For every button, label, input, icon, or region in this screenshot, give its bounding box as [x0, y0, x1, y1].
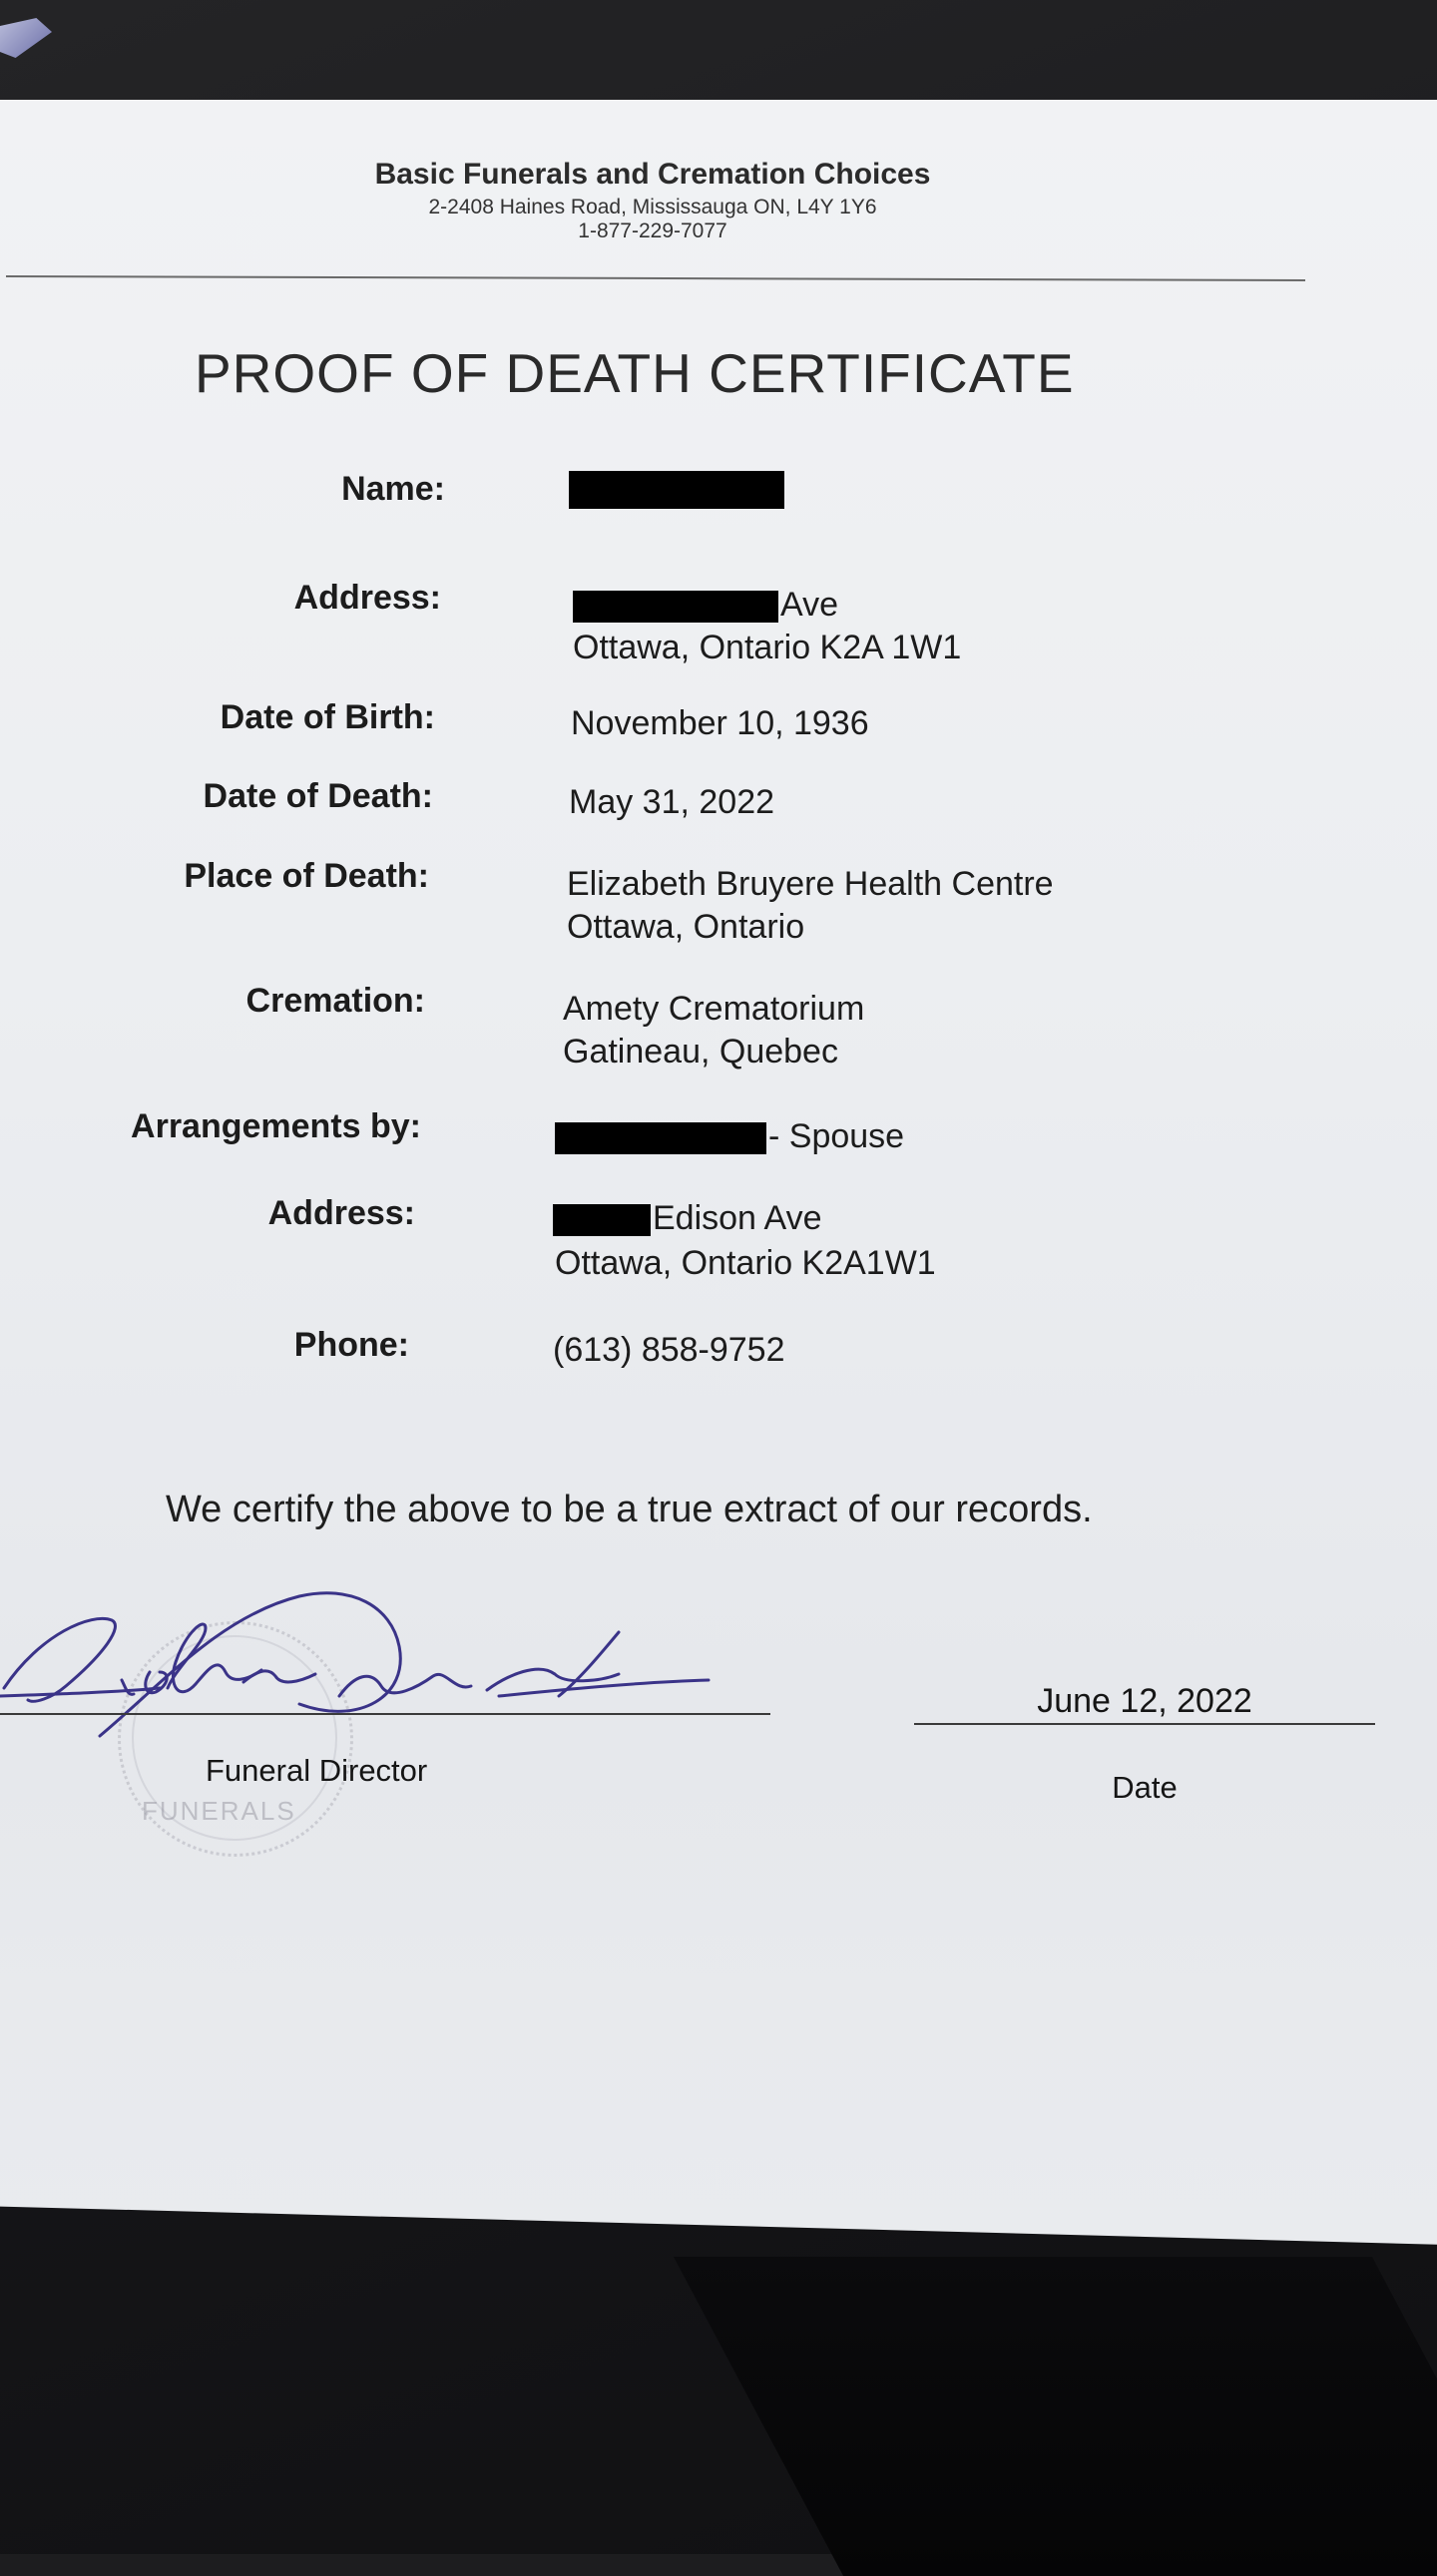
date-line [914, 1723, 1375, 1725]
name-label: Name: [341, 470, 445, 508]
redaction-box [573, 591, 778, 623]
place-of-death-line1: Elizabeth Bruyere Health Centre [567, 865, 1054, 903]
signature-line [0, 1713, 770, 1715]
address-line2: Ottawa, Ontario K2A 1W1 [573, 629, 962, 666]
org-phone: 1-877-229-7077 [578, 219, 727, 242]
dod-value: May 31, 2022 [569, 783, 775, 821]
org-address: 2-2408 Haines Road, Mississauga ON, L4Y 1Y6 [428, 196, 877, 218]
signing-date: June 12, 2022 [1037, 1682, 1252, 1720]
arrangements-suffix: - Spouse [768, 1117, 905, 1155]
phone-label: Phone: [293, 1326, 409, 1364]
arrangements-label: Arrangements by: [131, 1107, 421, 1145]
cremation-line2: Gatineau, Quebec [563, 1033, 838, 1071]
arranger-address-line2: Ottawa, Ontario K2A1W1 [555, 1244, 936, 1282]
address-line1-suffix: Ave [780, 586, 838, 624]
director-signature [0, 1576, 718, 1756]
arranger-address-label: Address: [267, 1194, 415, 1232]
certification-statement: We certify the above to be a true extract of our records. [166, 1489, 1093, 1530]
cremation-label: Cremation: [245, 982, 425, 1020]
arranger-address-line1-suffix: Edison Ave [653, 1199, 822, 1237]
phone-value: (613) 858-9752 [553, 1331, 785, 1369]
redaction-box [553, 1204, 651, 1236]
dob-label: Date of Birth: [220, 698, 435, 736]
arrangements-value [555, 1115, 904, 1158]
place-of-death-label: Place of Death: [184, 857, 429, 895]
arranger-address-line1 [553, 1197, 822, 1240]
redaction-box [555, 1122, 766, 1154]
document-title: PROOF OF DEATH CERTIFICATE [195, 342, 1075, 404]
place-of-death-line2: Ottawa, Ontario [567, 908, 805, 946]
name-value [569, 467, 786, 510]
org-name: Basic Funerals and Cremation Choices [374, 158, 931, 191]
certificate-page [0, 100, 1437, 2245]
date-label: Date [1112, 1770, 1178, 1805]
seal-text: FUNERALS [142, 1796, 296, 1826]
funeral-director-label: Funeral Director [206, 1753, 428, 1788]
redaction-box [569, 471, 784, 509]
cremation-line1: Amety Crematorium [563, 990, 865, 1028]
address-line1 [573, 584, 838, 627]
dob-value: November 10, 1936 [571, 704, 869, 742]
address-label: Address: [293, 579, 441, 617]
dod-label: Date of Death: [203, 777, 433, 815]
